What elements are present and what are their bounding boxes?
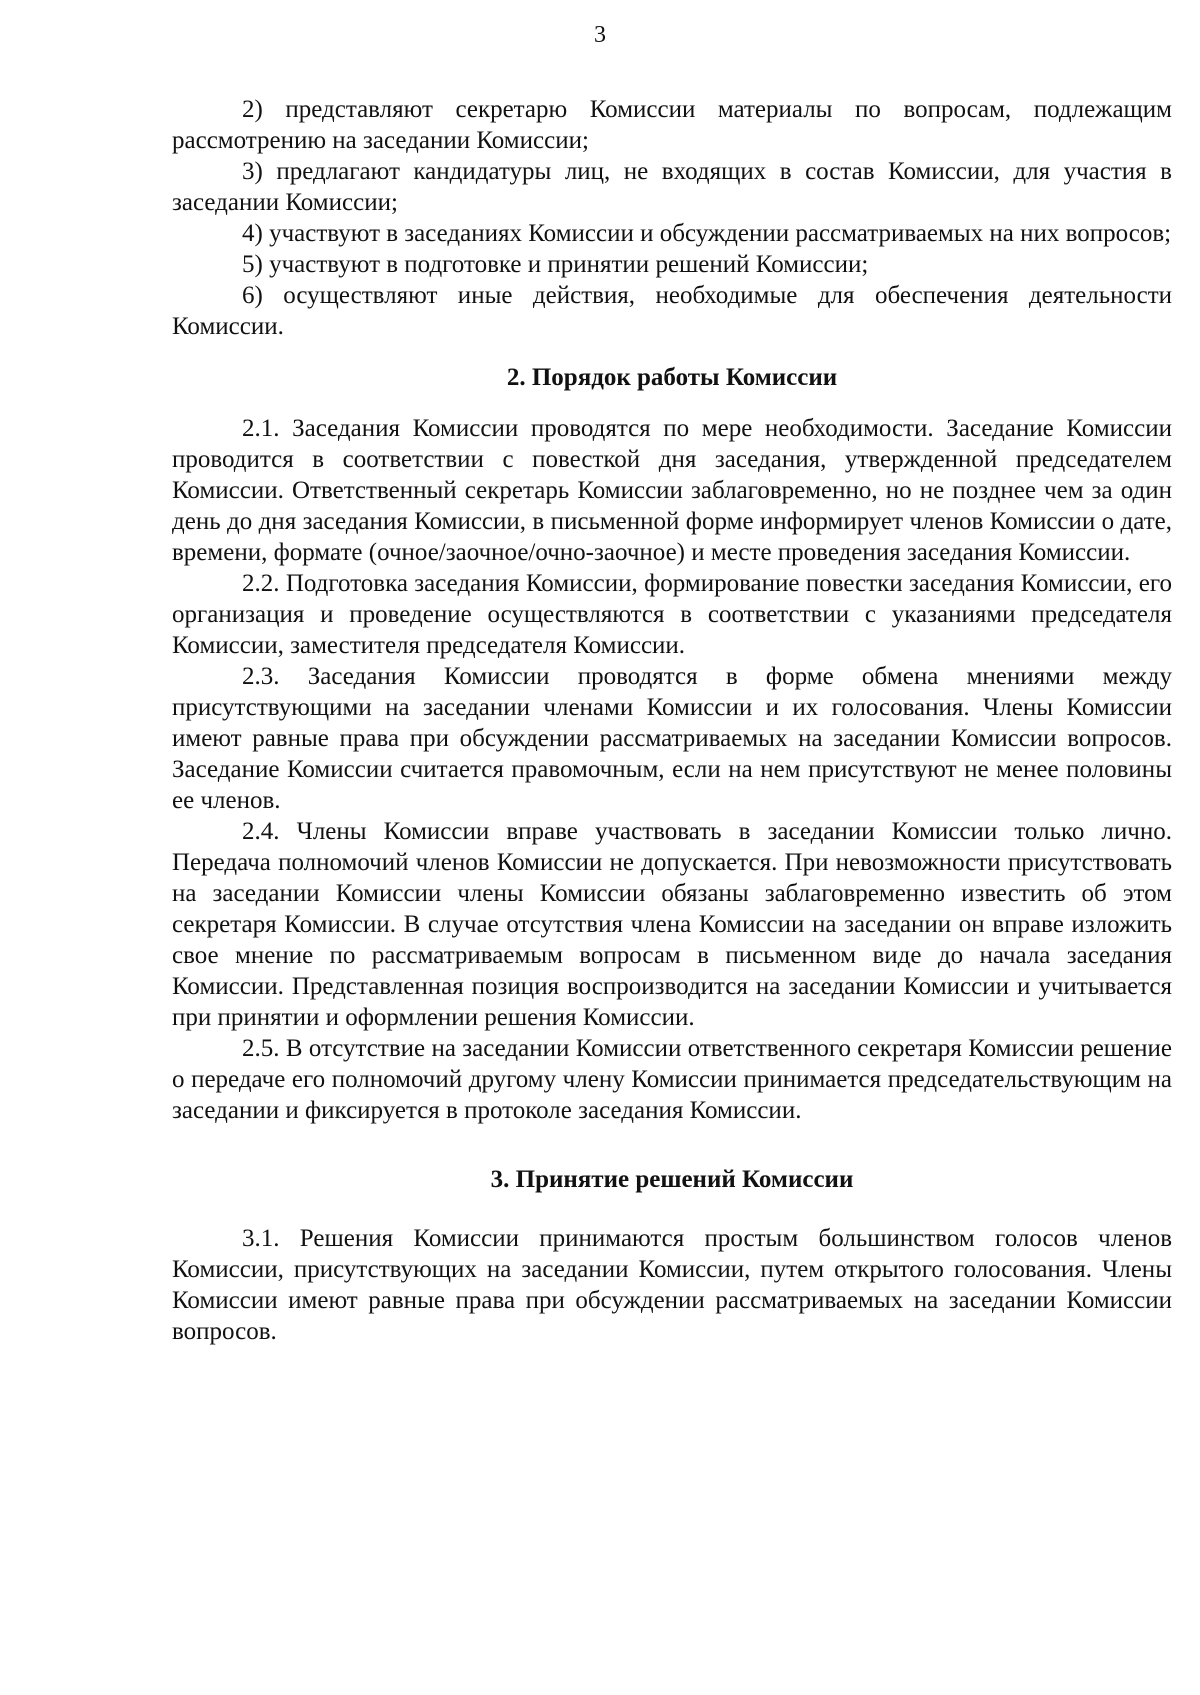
paragraph: 2.3. Заседания Комиссии проводятся в форме обмена мнениями между присутствующими на заседании членами Комиссии и их голосования. Члены Комиссии имеют равные права при обсуждении рассматриваемых на заседании Комиссии вопросов. Заседание Комиссии считается правомочным, если на нем присутствуют не менее половины ее членов.	[172, 663, 1172, 814]
paragraph: 2.4. Члены Комиссии вправе участвовать в заседании Комиссии только лично. Передача полномочий членов Комиссии не допускается. При невозможности присутствовать на заседании Комиссии члены Комиссии обязаны заблаговременно известить об этом секретаря Комиссии. В случае отсутствия члена Комиссии на заседании он вправе изложить свое мнение по рассматриваемым вопросам в письменном виде до начала заседания Комиссии. Представленная позиция воспроизводится на заседании Комиссии и учитывается при принятии и оформлении решения Комиссии.	[172, 818, 1172, 1031]
paragraph: 3.1. Решения Комиссии принимаются простым большинством голосов членов Комиссии, присутствующих на заседании Комиссии, путем открытого голосования. Члены Комиссии имеют равные права при обсуждении рассматриваемых на заседании Комиссии вопросов.	[172, 1225, 1172, 1345]
document-body	[172, 94, 1172, 1347]
section-heading: 3. Принятие решений Комиссии	[490, 1166, 854, 1193]
list-item: 3) предлагают кандидатуры лиц, не входящих в состав Комиссии, для участия в заседании Комиссии;	[172, 158, 1172, 216]
list-item: 2) представляют секретарю Комиссии материалы по вопросам, подлежащим рассмотрению на заседании Комиссии;	[172, 96, 1172, 154]
paragraph: 2.5. В отсутствие на заседании Комиссии ответственного секретаря Комиссии решение о передаче его полномочий другому члену Комиссии принимается председательствующим на заседании и фиксируется в протоколе заседания Комиссии.	[172, 1035, 1172, 1124]
list-item: 6) осуществляют иные действия, необходимые для обеспечения деятельности Комиссии.	[172, 282, 1172, 340]
list-item: 4) участвуют в заседаниях Комиссии и обсуждении рассматриваемых на них вопросов;	[242, 220, 1172, 247]
paragraph: 2.1. Заседания Комиссии проводятся по мере необходимости. Заседание Комиссии проводится в соответствии с повесткой дня заседания, утвержденной председателем Комиссии. Ответственный секретарь Комиссии заблаговременно, но не позднее чем за один день до дня заседания Комиссии, в письменной форме информирует членов Комиссии о дате, времени, формате (очное/заочное/очно-заочное) и месте проведения заседания Комиссии.	[172, 415, 1172, 566]
list-item: 5) участвуют в подготовке и принятии решений Комиссии;	[242, 251, 869, 278]
page-number: 3	[594, 22, 606, 48]
paragraph: 2.2. Подготовка заседания Комиссии, формирование повестки заседания Комиссии, его организация и проведение осуществляются в соответствии с указаниями председателя Комиссии, заместителя председателя Комиссии.	[172, 570, 1172, 659]
section-heading: 2. Порядок работы Комиссии	[506, 364, 838, 391]
